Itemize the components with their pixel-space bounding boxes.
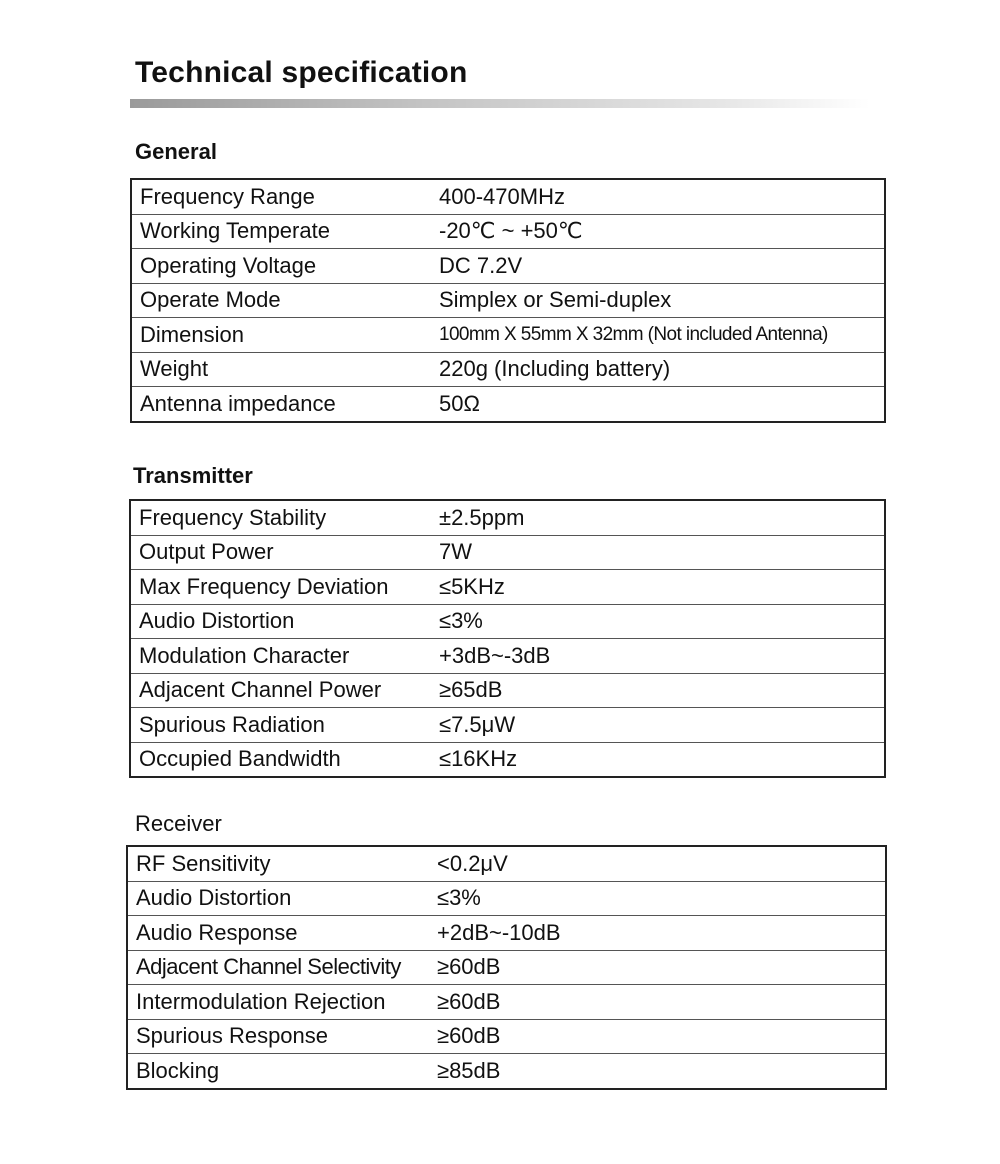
spec-value: 7W (435, 535, 885, 570)
spec-label: Spurious Response (127, 1019, 433, 1054)
spec-label: Max Frequency Deviation (130, 570, 435, 605)
table-row (130, 708, 885, 743)
spec-label: Operate Mode (131, 283, 435, 318)
spec-value: ≥65dB (435, 673, 885, 708)
transmitter-spec-table (129, 499, 886, 778)
spec-label: Modulation Character (130, 639, 435, 674)
spec-label: RF Sensitivity (136, 850, 271, 876)
spec-value: ≤16KHz (435, 742, 885, 777)
table-row (127, 846, 886, 881)
table-row (127, 916, 886, 951)
table-row (131, 283, 885, 318)
spec-value: +2dB~-10dB (433, 916, 886, 951)
spec-value: Simplex or Semi-duplex (435, 283, 885, 318)
table-row (130, 500, 885, 535)
spec-value: ≤3% (435, 604, 885, 639)
table-row (127, 881, 886, 916)
spec-label: Audio Distortion (127, 881, 433, 916)
spec-label: Frequency Range (140, 183, 315, 209)
spec-value: 220g (Including battery) (435, 352, 885, 387)
spec-value: ≤7.5μW (435, 708, 885, 743)
table-row (130, 673, 885, 708)
table-row (131, 318, 885, 353)
spec-label: Output Power (130, 535, 435, 570)
table-row (131, 214, 885, 249)
spec-label: Dimension (131, 318, 435, 353)
table-row (131, 352, 885, 387)
transmitter-heading: Transmitter (133, 463, 253, 488)
spec-value: 400-470MHz (439, 183, 565, 209)
spec-label: Blocking (127, 1054, 433, 1089)
spec-value: ±2.5ppm (439, 504, 525, 530)
page-title: Technical specification (135, 56, 468, 89)
spec-value: ≤5KHz (435, 570, 885, 605)
spec-value: -20℃ ~ +50℃ (435, 214, 885, 249)
table-row (131, 179, 885, 214)
table-row (130, 742, 885, 777)
spec-label: Occupied Bandwidth (130, 742, 435, 777)
table-row (127, 1054, 886, 1089)
general-heading: General (135, 139, 217, 164)
spec-label: Adjacent Channel Selectivity (127, 950, 433, 985)
table-row (131, 249, 885, 284)
spec-label: Frequency Stability (139, 504, 327, 530)
table-row (130, 570, 885, 605)
title-underline (130, 99, 870, 108)
spec-value: 50Ω (435, 387, 885, 422)
spec-value: +3dB~-3dB (435, 639, 885, 674)
receiver-heading: Receiver (135, 811, 222, 836)
general-spec-table (130, 178, 886, 423)
table-row (131, 387, 885, 422)
table-row (130, 535, 885, 570)
spec-label: Intermodulation Rejection (127, 985, 433, 1020)
table-row (127, 985, 886, 1020)
spec-label: Operating Voltage (131, 249, 435, 284)
table-row (127, 1019, 886, 1054)
spec-value: ≥85dB (433, 1054, 886, 1089)
spec-value: 100mm X 55mm X 32mm (Not included Antenna) (435, 318, 885, 353)
spec-value: <0.2μV (437, 850, 508, 876)
spec-value: DC 7.2V (435, 249, 885, 284)
spec-label: Audio Distortion (130, 604, 435, 639)
spec-label: Adjacent Channel Power (130, 673, 435, 708)
spec-label: Audio Response (127, 916, 433, 951)
spec-value: ≤3% (433, 881, 886, 916)
table-row (130, 604, 885, 639)
spec-label: Weight (131, 352, 435, 387)
table-row (127, 950, 886, 985)
spec-label: Spurious Radiation (130, 708, 435, 743)
spec-value: ≥60dB (433, 985, 886, 1020)
receiver-spec-table (126, 845, 887, 1090)
table-row (130, 639, 885, 674)
spec-value: ≥60dB (433, 1019, 886, 1054)
spec-value: ≥60dB (433, 950, 886, 985)
spec-label: Working Temperate (131, 214, 435, 249)
spec-label: Antenna impedance (131, 387, 435, 422)
